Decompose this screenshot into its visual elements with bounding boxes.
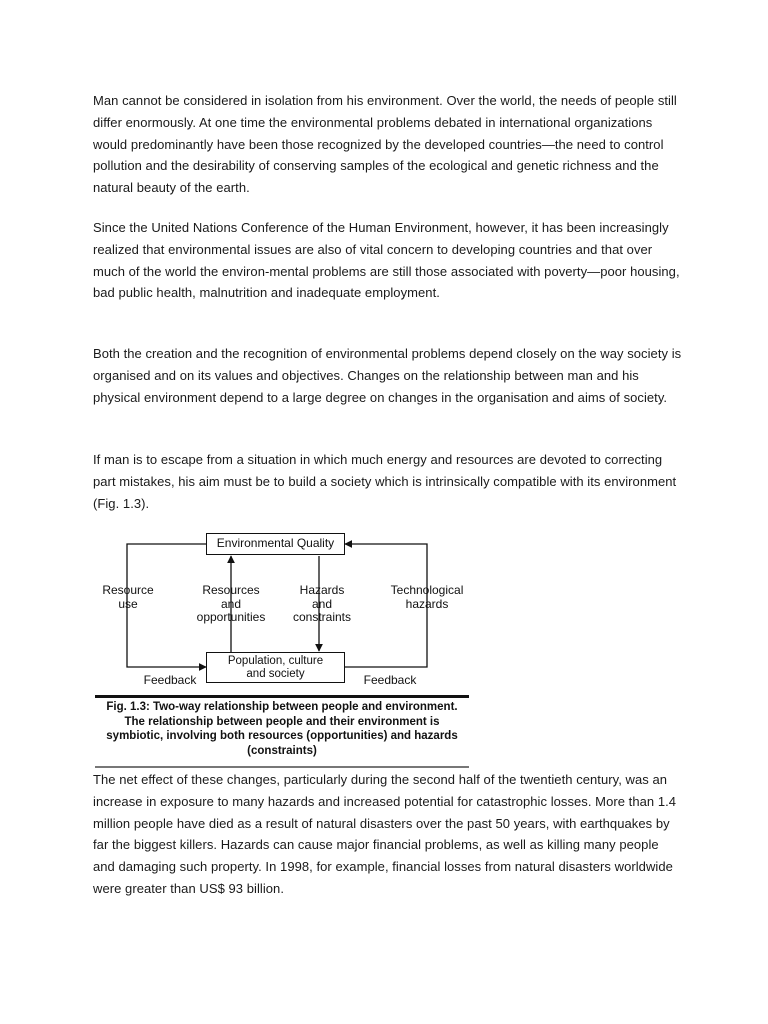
feedback-right-label: Feedback <box>363 673 417 687</box>
hazards-line3: constraints <box>292 610 352 624</box>
resource-use-label <box>95 584 161 611</box>
tech-line2: hazards <box>405 596 449 611</box>
population-box <box>206 652 345 683</box>
tech-line1: Technological <box>390 583 464 597</box>
caption-lead: Fig. 1.3: <box>106 701 150 713</box>
population-label-line1: Population, culture <box>227 655 324 667</box>
feedback-left-label: Feedback <box>143 673 197 687</box>
caption-top-rule <box>95 695 469 698</box>
paragraph-5: The net effect of these changes, particularly during the second half of the twentieth century, was an increase in exposure to many hazards and increased potential for catastrophic losses. More than 1.4 million people have died as a result of natural disasters over the past 50 years, with earthquakes by far the biggest killers. Hazards can cause major financial problems, as well as killing many people and damaging such property. In 1998, for example, financial losses from natural disasters worldwide were greater than US$ 93 billion. <box>93 772 677 896</box>
resource-use-line1: Resource <box>102 583 154 597</box>
paragraph-2: Since the United Nations Conference of the Human Environment, however, it has been increasingly realized that environmental issues are also of vital concern to developing countries and that over much of the world the environ-mental problems are still those associated with poverty—poor housing, bad public health, malnutrition and inadequate employment. <box>93 220 680 301</box>
population-label-line2: and society <box>246 668 305 680</box>
paragraph-3: Both the creation and the recognition of environmental problems depend closely on the way society is organised and on its values and objectives. Changes on the relationship between man and his physical environment depend to a large degree on changes in the organisation and aims of society. <box>93 346 682 405</box>
caption-text: Two-way relationship between people and environment. The relationship between people and their environment is symbiotic, involving both resources (opportunities) and hazards (constraints) <box>106 701 458 757</box>
hazards-line2: and <box>311 596 333 611</box>
technological-hazards-label <box>383 584 471 611</box>
environmental-quality-box <box>206 533 345 555</box>
paragraph-4: If man is to escape from a situation in which much energy and resources are devoted to correcting part mistakes, his aim must be to build a society which is intrinsically compatible with its environment (Fig. 1.3). <box>93 452 677 511</box>
resources-line1: Resources <box>202 583 260 597</box>
figure-1-3-diagram <box>93 527 471 769</box>
environmental-quality-label: Environmental Quality <box>216 536 335 550</box>
caption-bottom-rule <box>95 766 469 768</box>
paragraph-1: Man cannot be considered in isolation from his environment. Over the world, the needs of people still differ enormously. At one time the environmental problems debated in international organizations would predominantly have been those recognized by the developed countries—the need to control pollution and the desirability of conserving samples of the ecological and genetic richness and the natural beauty of the earth. <box>93 93 677 196</box>
resources-line2: and <box>220 596 242 611</box>
resources-line3: opportunities <box>196 610 266 624</box>
hazards-line1: Hazards <box>299 583 345 597</box>
hazards-constraints-label <box>283 584 361 625</box>
resources-opportunities-label <box>191 584 271 625</box>
figure-caption <box>97 700 467 758</box>
resource-use-line2: use <box>118 596 138 611</box>
